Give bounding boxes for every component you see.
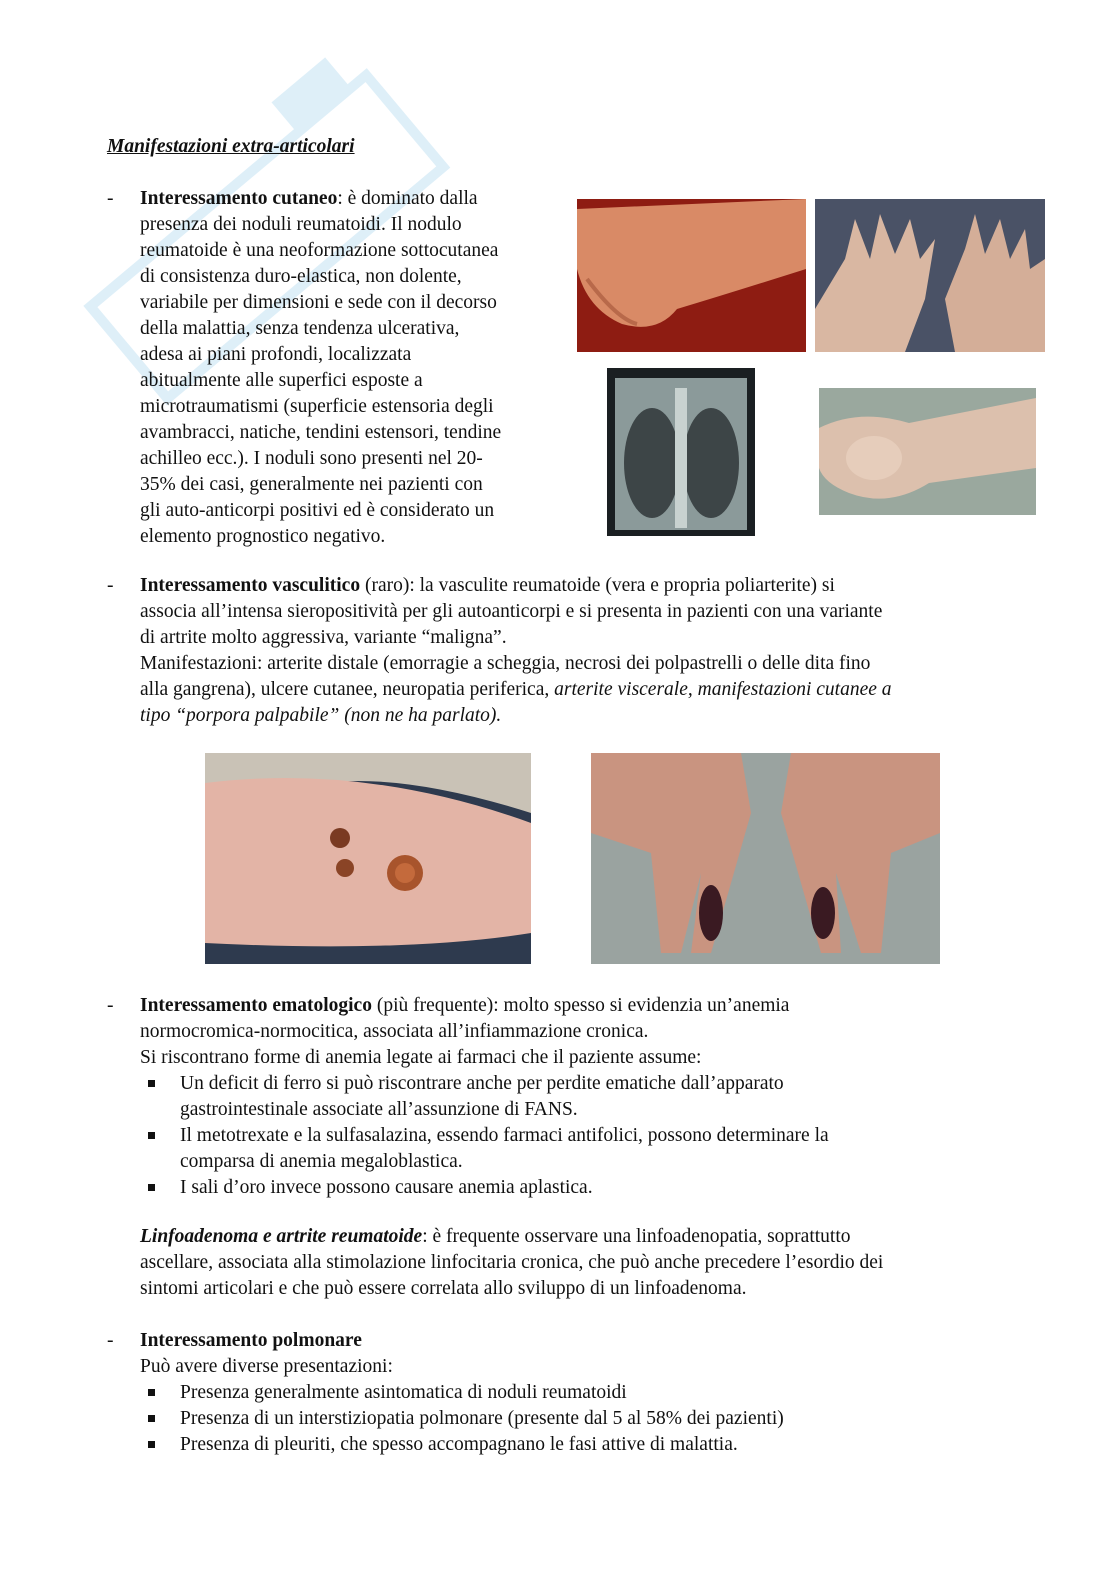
hands-deformity-photo (815, 199, 1045, 352)
list-dash: - (107, 1330, 114, 1351)
list-item: I sali d’oro invece possono causare anemia aplastica. (140, 1175, 1010, 1201)
wrist-nodule-photo (819, 388, 1036, 515)
list-item: Un deficit di ferro si può riscontrare anche per perdite ematiche dall’apparato gastrointestinale associate all’assunzione di FANS. (140, 1071, 1010, 1123)
polmonare-title: Interessamento polmonare (140, 1330, 362, 1351)
chest-xray-photo (607, 368, 755, 536)
vasculitico-paragraph: Interessamento vasculitico (raro): la vasculite reumatoide (vera e propria poliarterite) si associa all’intensa sieropositività per gli autoanticorpi e si presenta in pazienti con una variante di artrite molto aggressiva, variante “maligna”. Manifestazioni: arterite distale (emorragie a scheggia, necrosi dei polpastrelli o delle dita fino alla gangrena), ulcere cutanee, neuropatia periferica, arterite viscerale, manifestazioni cutanee a tipo “porpora palpabile” (non ne ha parlato). (140, 575, 892, 726)
list-item: Il metotrexate e la sulfasalazina, essendo farmaci antifolici, possono determinare la comparsa di anemia megaloblastica. (140, 1123, 1010, 1175)
fingertip-necrosis-photo (591, 753, 940, 964)
ematologico-title: Interessamento ematologico (140, 995, 372, 1016)
linfoadenoma-paragraph: Linfoadenoma e artrite reumatoide: è frequente osservare una linfoadenopatia, soprattutto ascellare, associata alla stimolazione linfocitaria cronica, che può anche precedere l’esordio dei sintomi articolari e che può essere correlata allo sviluppo di un linfoadenoma. (140, 1226, 884, 1299)
cutaneo-title: Interessamento cutaneo (140, 188, 338, 209)
list-item: Presenza generalmente asintomatica di noduli reumatoidi (140, 1380, 1010, 1406)
list-dash: - (107, 188, 114, 209)
polmonare-paragraph: Interessamento polmonare Può avere diverse presentazioni: (140, 1328, 1010, 1380)
vasculitico-title: Interessamento vasculitico (140, 575, 361, 596)
list-item: Presenza di un interstiziopatia polmonare (presente dal 5 al 58% dei pazienti) (140, 1406, 1010, 1432)
list-item: Presenza di pleuriti, che spesso accompagnano le fasi attive di malattia. (140, 1432, 1010, 1458)
list-dash: - (107, 995, 114, 1016)
elbow-nodule-photo (577, 199, 806, 352)
ematologico-paragraph: Interessamento ematologico (più frequente): molto spesso si evidenzia un’anemia normocromica-normocitica, associata all’infiammazione cronica. Si riscontrano forme di anemia legate ai farmaci che il paziente assume: (140, 995, 790, 1068)
section-heading: Manifestazioni extra-articolari (107, 136, 355, 157)
linfoadenoma-title: Linfoadenoma e artrite reumatoide (140, 1226, 423, 1247)
cutaneo-paragraph: Interessamento cutaneo: è dominato dalla presenza dei noduli reumatoidi. Il nodulo reumatoide è una neoformazione sottocutanea di consistenza duro-elastica, non dolente, variabile per dimensioni e sede con il decorso della malattia, senza tendenza ulcerativa, adesa ai piani profondi, localizzata abitualmente alle superfici esposte a microtraumatismi (superficie estensoria degli avambracci, natiche, tendini estensori, tendine achilleo ecc.). I noduli sono presenti nel 20- 35% dei casi, generalmente nei pazienti con gli auto-anticorpi positivi ed è considerato un elemento prognostico negativo. (140, 188, 502, 547)
ematologico-bullets (140, 1071, 1010, 1201)
list-dash: - (107, 575, 114, 596)
forearm-ulcers-photo (205, 753, 531, 964)
polmonare-bullets (140, 1380, 1010, 1458)
